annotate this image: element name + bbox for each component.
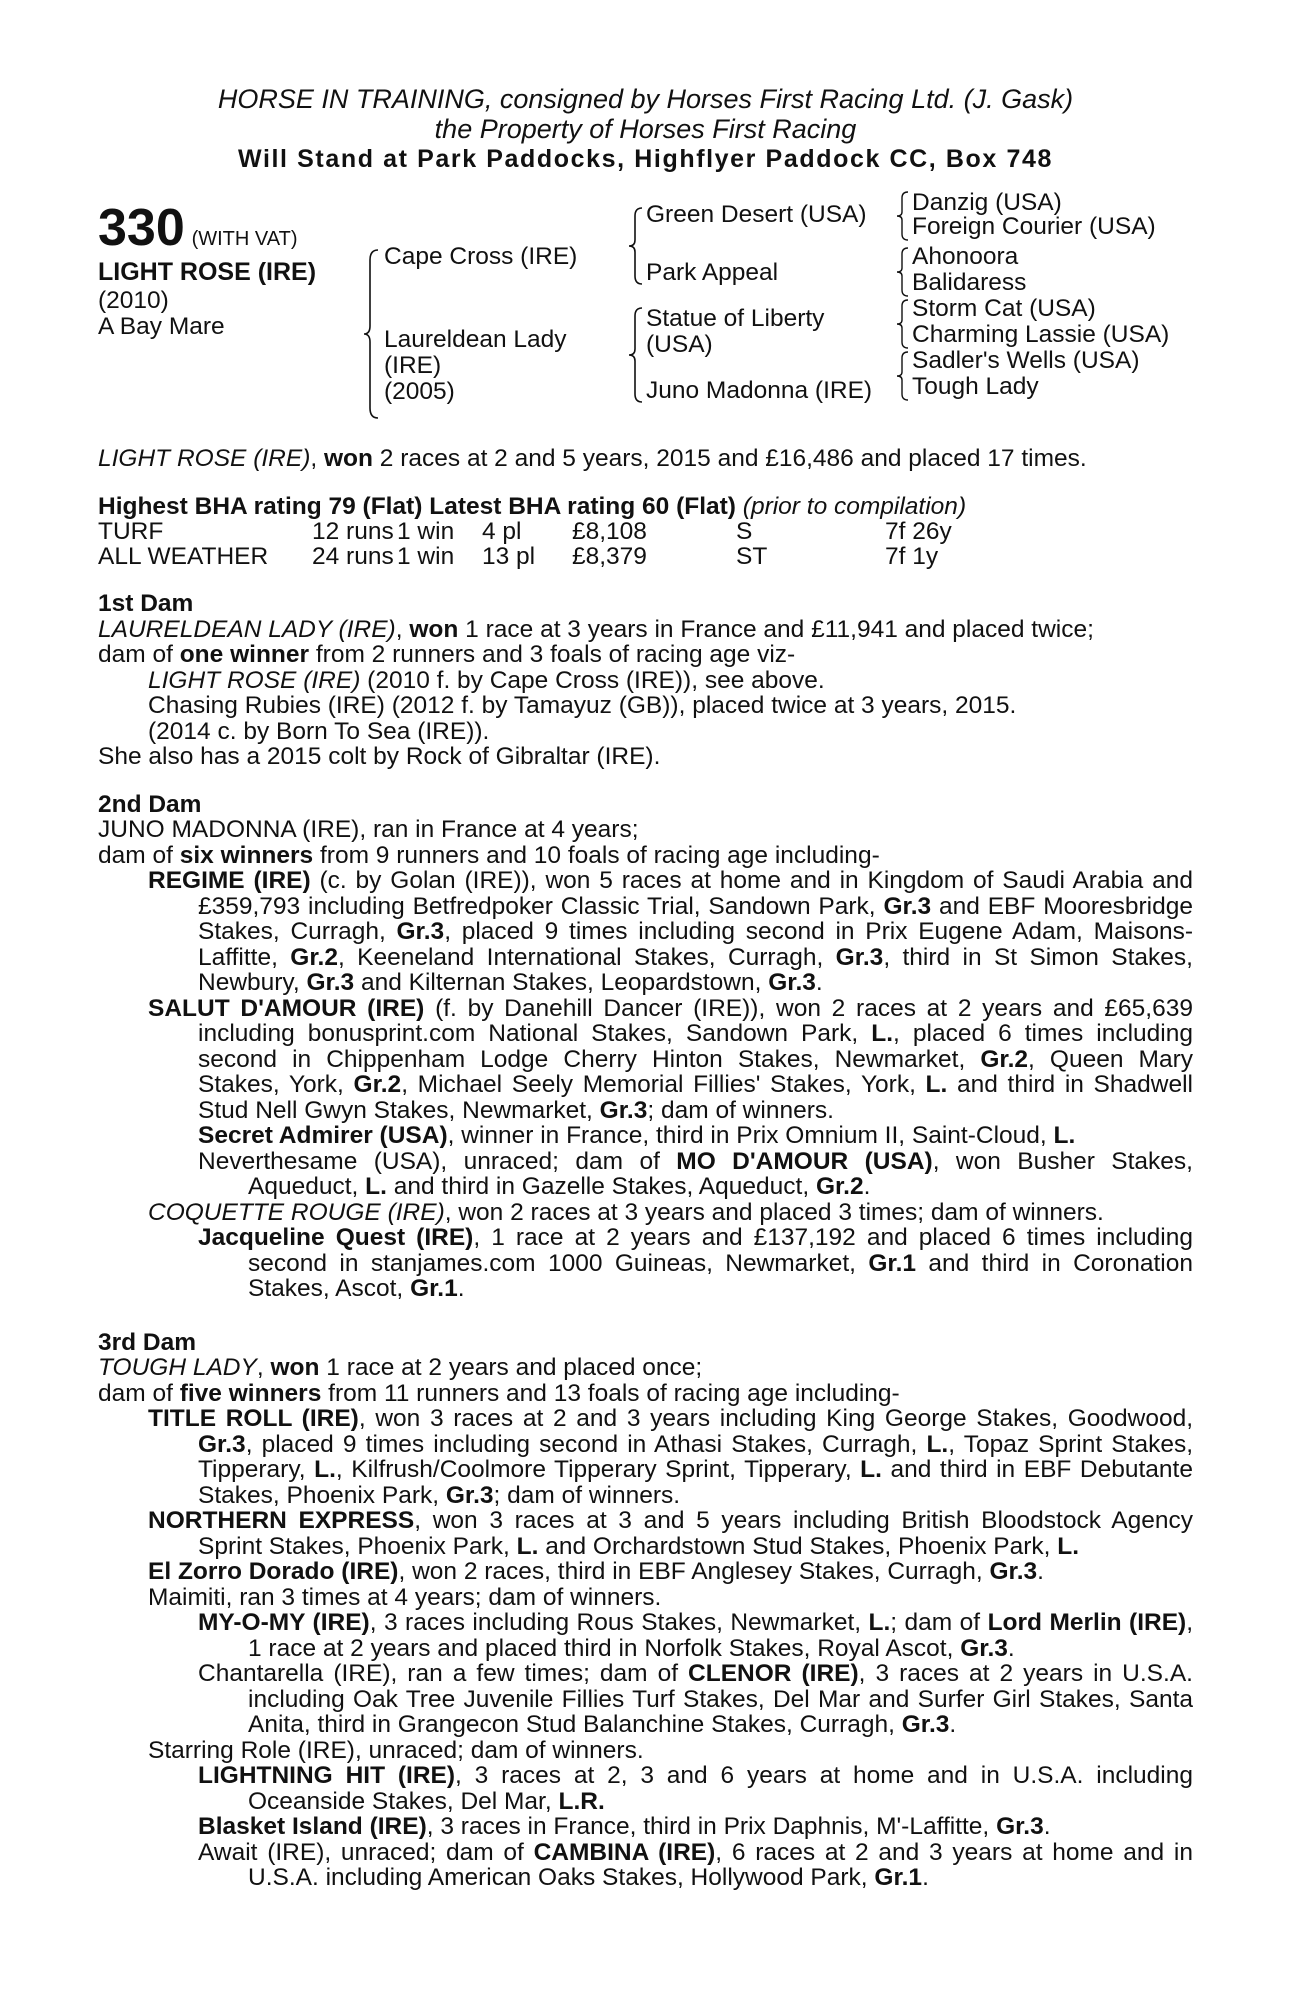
gg-1: Danzig (USA) [912, 189, 1062, 216]
produce-entry: Secret Admirer (USA), winner in France, third in Prix Omnium II, Saint-Cloud, L. [198, 1122, 1076, 1149]
gg-4: Balidaress [912, 269, 1027, 296]
catalogue-page [98, 84, 1193, 1891]
produce-entry: MY-O-MY (IRE), 3 races including Rous Stakes, Newmarket, L.; dam of Lord Merlin (IRE), 1 race at 2 years and placed third in Norfolk Stakes, Royal Ascot, Gr.3. [198, 1609, 1194, 1662]
gg-2: Foreign Courier (USA) [912, 213, 1156, 240]
dam-sire-line-1: Statue of Liberty [646, 305, 825, 332]
stat-row-turf: TURF 12 runs 1 win 4 pl £8,108 S 7f 26y [98, 518, 952, 545]
section-title: 1st Dam [98, 590, 194, 617]
sire-parents-brace [626, 206, 646, 286]
sire: Cape Cross (IRE) [384, 243, 578, 270]
sire-sire: Green Desert (USA) [646, 201, 867, 228]
dam-sire-line-2: (USA) [646, 331, 713, 358]
vat-note: (WITH VAT) [191, 228, 298, 250]
second-dam-section: 2nd Dam JUNO MADONNA (IRE), ran in France at 4 years; dam of six winners from 9 runners and 10 foals of racing age including- REGIME (IRE) (c. by Golan (IRE)), won 5 races at home and in Kingdom of Saudi Arabia and £359,793 including Betfredpoker Classic Trial, Sandown Park, Gr.3 and EBF Mooresbridge Stakes, Curragh, Gr.3, placed 9 times including second in Prix Eugene Adam, Maisons-Laffitte, Gr.2, Keeneland International Stakes, Curragh, Gr.3, third in St Simon Stakes, Newbury, Gr.3 and Kilternan Stakes, Leopardstown, Gr.3. SALUT D'AMOUR (IRE) (f. by Danehill Dancer (IRE)), won 2 races at 2 years and £65,639 including bonusprint.com National Stakes, Sandown Park, L., placed 6 times including second in Chippenham Lodge Cherry Hinton Stakes, Newmarket, Gr.2, Queen Mary Stakes, York, Gr.2, Michael Seely Memorial Fillies' Stakes, York, L. and third in Shadwell Stud Nell Gwyn Stakes, Newmarket, Gr.3; dam of winners. Secret Admirer (USA), winner in France, third in Prix Omnium II, Saint-Cloud, L. Neverthesame (USA), unraced; dam of MO D'AMOUR (USA), won Busher Stakes, Aqueduct, L. and third in Gazelle Stakes, Aqueduct, Gr.2. COQUETTE ROUGE (IRE), won 2 races at 3 years and placed 3 times; dam of winners. Jacqueline Quest (IRE), 1 race at 2 years and £137,192 and placed 6 times including second in stanjames.com 1000 Guineas, Newmarket, Gr.1 and third in Coronation Stakes, Ascot, Gr.1. [98, 790, 1193, 1302]
section-title: 2nd Dam [98, 790, 202, 818]
horse-description: A Bay Mare [98, 313, 225, 340]
sire-dam-brace [360, 248, 384, 420]
produce-entry: NORTHERN EXPRESS, won 3 races at 3 and 5 years including British Bloodstock Agency Sprint Stakes, Phoenix Park, L. and Orchardstown Stud Stakes, Phoenix Park, L. [148, 1507, 1193, 1560]
brace-1 [894, 190, 912, 242]
gg-3: Ahonoora [912, 243, 1019, 270]
produce-entry: TITLE ROLL (IRE), won 3 races at 2 and 3 years including King George Stakes, Goodwood, Gr.3, placed 9 times including second in Athasi Stakes, Curragh, L., Topaz Sprint Stakes, Tipperary, L., Kilfrush/Coolmore Tipperary Sprint, Tipperary, L. and third in EBF Debutante Stakes, Phoenix Park, Gr.3; dam of winners. [148, 1405, 1193, 1509]
property-line: the Property of Horses First Racing [434, 114, 857, 144]
dam-parents-brace [626, 306, 646, 404]
produce-entry: REGIME (IRE) (c. by Golan (IRE)), won 5 races at home and in Kingdom of Saudi Arabia and £359,793 including Betfredpoker Classic Trial, Sandown Park, Gr.3 and EBF Mooresbridge Stakes, Curragh, Gr.3, placed 9 times including second in Prix Eugene Adam, Maisons-Laffitte, Gr.2, Keeneland International Stakes, Curragh, Gr.3, third in St Simon Stakes, Newbury, Gr.3 and Kilternan Stakes, Leopardstown, Gr.3. [148, 867, 1193, 996]
lot-number: 330 [98, 199, 185, 257]
first-dam-section: 1st Dam LAURELDEAN LADY (IRE), won 1 race at 3 years in France and £11,941 and placed twice; dam of one winner from 2 runners and 3 foals of racing age viz- LIGHT ROSE (IRE) (2010 f. by Cape Cross (IRE)), see above. Chasing Rubies (IRE) (2012 f. by Tamayuz (GB)), placed twice at 3 years, 2015. (2014 c. by Born To Sea (IRE)). She also has a 2015 colt by Rock of Gibraltar (IRE). [98, 591, 1193, 770]
dam-line-3: (2005) [384, 378, 455, 405]
horse-year: (2010) [98, 287, 169, 314]
produce-entry: Maimiti, ran 3 times at 4 years; dam of winners. [148, 1583, 662, 1611]
gg-7: Sadler's Wells (USA) [912, 347, 1140, 374]
sire-dam: Park Appeal [646, 259, 779, 286]
produce-entry: SALUT D'AMOUR (IRE) (f. by Danehill Dancer (IRE)), won 2 races at 2 years and £65,639 including bonusprint.com National Stakes, Sandown Park, L., placed 6 times including second in Chippenham Lodge Cherry Hinton Stakes, Newmarket, Gr.2, Queen Mary Stakes, York, Gr.2, Michael Seely Memorial Fillies' Stakes, York, L. and third in Shadwell Stud Nell Gwyn Stakes, Newmarket, Gr.3; dam of winners. [148, 994, 1193, 1124]
dam-line-1: Laureldean Lady [384, 326, 567, 353]
race-summary: LIGHT ROSE (IRE), won 2 races at 2 and 5 years, 2015 and £16,486 and placed 17 times. [98, 445, 1087, 472]
pedigree-table [98, 189, 1193, 448]
gg-6: Charming Lassie (USA) [912, 321, 1170, 348]
third-dam-section: 3rd Dam TOUGH LADY, won 1 race at 2 years and placed once; dam of five winners from 11 runners and 13 foals of racing age including- TITLE ROLL (IRE), won 3 races at 2 and 3 years including King George Stakes, Goodwood, Gr.3, placed 9 times including second in Athasi Stakes, Curragh, L., Topaz Sprint Stakes, Tipperary, L., Kilfrush/Coolmore Tipperary Sprint, Tipperary, L. and third in EBF Debutante Stakes, Phoenix Park, Gr.3; dam of winners. NORTHERN EXPRESS, won 3 races at 3 and 5 years including British Bloodstock Agency Sprint Stakes, Phoenix Park, L. and Orchardstown Stud Stakes, Phoenix Park, L. El Zorro Dorado (IRE), won 2 races, third in EBF Anglesey Stakes, Curragh, Gr.3. Maimiti, ran 3 times at 4 years; dam of winners. MY-O-MY (IRE), 3 races including Rous Stakes, Newmarket, L.; dam of Lord Merlin (IRE), 1 race at 2 years and placed third in Norfolk Stakes, Royal Ascot, Gr.3. Chantarella (IRE), ran a few times; dam of CLENOR (IRE), 3 races at 2 years in U.S.A. including Oak Tree Juvenile Fillies Turf Stakes, Del Mar and Surfer Girl Stakes, Santa Anita, third in Grangecon Stud Balanchine Stakes, Curragh, Gr.3. Starring Role (IRE), unraced; dam of winners. LIGHTNING HIT (IRE), 3 races at 2, 3 and 6 years at home and in U.S.A. including Oceanside Stakes, Del Mar, L.R. Blasket Island (IRE), 3 races in France, third in Prix Daphnis, M'-Laffitte, Gr.3. Await (IRE), unraced; dam of CAMBINA (IRE), 6 races at 2 and 3 years at home and in U.S.A. including American Oaks Stakes, Hollywood Park, Gr.1. [98, 1328, 1194, 1891]
produce-entry: COQUETTE ROUGE (IRE), won 2 races at 3 years and placed 3 times; dam of winners. [148, 1198, 1104, 1226]
horse-name: LIGHT ROSE (IRE) [98, 258, 317, 286]
dam-line-2: (IRE) [384, 352, 442, 379]
stat-row-all-weather: ALL WEATHER 24 runs 1 win 13 pl £8,379 ST 7f 1y [98, 543, 939, 570]
produce-entry: LIGHTNING HIT (IRE), 3 races at 2, 3 and 6 years at home and in U.S.A. including Oceanside Stakes, Del Mar, L.R. [198, 1762, 1193, 1815]
brace-4 [894, 350, 912, 402]
ratings-heading: Highest BHA rating 79 (Flat) Latest BHA rating 60 (Flat) (prior to compilation) [98, 492, 967, 520]
produce-entry: El Zorro Dorado (IRE), won 2 races, third in EBF Anglesey Stakes, Curragh, Gr.3. [148, 1558, 1044, 1585]
produce-entry: Jacqueline Quest (IRE), 1 race at 2 years and £137,192 and placed 6 times including second in stanjames.com 1000 Guineas, Newmarket, Gr.1 and third in Coronation Stakes, Ascot, Gr.1. [198, 1224, 1193, 1302]
section-title: 3rd Dam [98, 1328, 197, 1356]
stand-line: Will Stand at Park Paddocks, Highflyer Paddock CC, Box 748 [237, 145, 1053, 173]
dam-dam: Juno Madonna (IRE) [646, 377, 873, 404]
lot-heading [98, 199, 298, 257]
produce-entry: Chantarella (IRE), ran a few times; dam of CLENOR (IRE), 3 races at 2 years in U.S.A. including Oak Tree Juvenile Fillies Turf Stakes, Del Mar and Surfer Girl Stakes, Santa Anita, third in Grangecon Stud Balanchine Stakes, Curragh, Gr.3. [198, 1660, 1193, 1738]
gg-8: Tough Lady [912, 373, 1039, 400]
produce-entry: Neverthesame (USA), unraced; dam of MO D'AMOUR (USA), won Busher Stakes, Aqueduct, L. and third in Gazelle Stakes, Aqueduct, Gr.2. [198, 1147, 1193, 1200]
produce-entry: Await (IRE), unraced; dam of CAMBINA (IRE), 6 races at 2 and 3 years at home and in U.S.A. including American Oaks Stakes, Hollywood Park, Gr.1. [198, 1838, 1193, 1891]
produce-entry: Starring Role (IRE), unraced; dam of winners. [148, 1736, 644, 1764]
ratings-block [98, 494, 1193, 570]
brace-2 [894, 246, 912, 298]
consignor-line: HORSE IN TRAINING, consigned by Horses First Racing Ltd. (J. Gask) [217, 84, 1074, 114]
brace-3 [894, 298, 912, 350]
produce-entry: Blasket Island (IRE), 3 races in France, third in Prix Daphnis, M'-Laffitte, Gr.3. [198, 1813, 1051, 1840]
gg-5: Storm Cat (USA) [912, 295, 1096, 322]
